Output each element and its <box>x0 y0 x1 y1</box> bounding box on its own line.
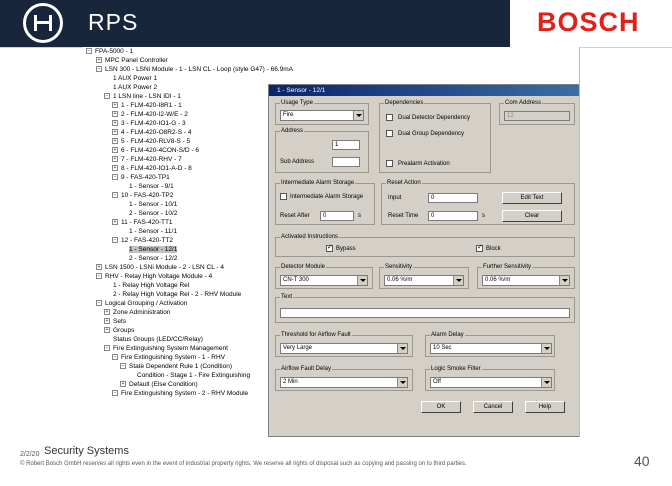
tree-item[interactable] <box>112 218 173 227</box>
expand-icon[interactable]: + <box>97 264 101 271</box>
tree-item-label: 6 - FLM-420-4CON-S/D - 6 <box>121 147 200 154</box>
tree-item-label: RHV - Relay High Voltage Module - 4 <box>105 273 213 280</box>
dialog-title: 1 - Sensor - 12/1 <box>269 85 579 96</box>
tree-item[interactable] <box>112 155 182 164</box>
collapse-icon[interactable]: − <box>87 48 91 55</box>
reset-action-group <box>381 180 575 225</box>
tree-item[interactable] <box>96 299 187 308</box>
tree-item-label: 10 - FAS-420-TP2 <box>121 192 174 199</box>
airflow-delay-select[interactable]: 2 Min <box>280 377 408 388</box>
dependencies-label: Dependencies <box>385 100 424 106</box>
expand-icon[interactable]: + <box>105 327 109 334</box>
page-number: 40 <box>634 453 650 469</box>
sub-address-input[interactable] <box>332 157 360 167</box>
collapse-icon[interactable]: − <box>113 174 117 181</box>
collapse-icon[interactable]: − <box>121 363 125 370</box>
tree-item-label: Status Groups (LED/CC/Relay) <box>113 336 203 343</box>
tree-item[interactable] <box>96 65 293 74</box>
tree-item[interactable] <box>120 380 198 389</box>
expand-icon[interactable]: + <box>97 57 101 64</box>
text-label: Text <box>281 294 293 300</box>
tree-item-label: Groups <box>113 327 135 334</box>
tree-item-label: Sets <box>113 318 127 325</box>
usage-type-group <box>275 100 369 125</box>
tree-item-label: 8 - FLM-420-IO1-A-D - 8 <box>121 165 192 172</box>
reset-after-label: Reset After <box>280 213 310 219</box>
tree-item[interactable] <box>120 254 177 263</box>
tree-item-label: Condition - Stage 1 - Fire Extinguishing <box>137 372 251 379</box>
tree-item[interactable] <box>104 92 181 101</box>
tree-item-label: 4 - FLM-420-O8R2-S - 4 <box>121 129 192 136</box>
reset-time-input[interactable]: 0 <box>428 211 478 221</box>
chevron-down-icon <box>559 276 569 285</box>
tree-item[interactable] <box>112 191 173 200</box>
tree-item[interactable] <box>86 47 133 56</box>
tree-item-label: 1 AUX Power 1 <box>113 75 158 82</box>
threshold-group <box>275 332 413 357</box>
tree-item-label: 11 - FAS-420-TT1 <box>121 219 173 226</box>
prealarm-checkbox[interactable] <box>386 160 393 167</box>
tree-item-label: 1 - Sensor - 12/1 <box>129 246 178 253</box>
reset-time-unit: s <box>482 213 485 219</box>
tree-item[interactable] <box>104 335 203 344</box>
tree-item-label: 2 - Sensor - 10/2 <box>129 210 178 217</box>
tree-item-label: State Dependent Rule 1 (Condition) <box>129 363 232 370</box>
usage-type-select[interactable]: Fire <box>280 110 364 121</box>
bosch-armature-logo-icon <box>23 3 63 43</box>
tree-item[interactable] <box>112 128 191 137</box>
tree-item-label: 3 - FLM-420-IO1-G - 3 <box>121 120 186 127</box>
intermediate-alarm-group <box>275 180 375 225</box>
tree-item[interactable] <box>104 317 126 326</box>
intermediate-alarm-label: Intermediate Alarm Storage <box>281 180 355 186</box>
tree-item[interactable] <box>112 353 225 362</box>
tree-item-label: 1 LSN line - LSN IDI - 1 <box>113 93 181 100</box>
activated-instructions-group <box>275 234 575 257</box>
tree-item-label: Fire Extinguishing System - 1 - RHV <box>121 354 226 361</box>
tree-item-label: MPC Panel Controller <box>105 57 168 64</box>
chevron-down-icon <box>397 344 407 353</box>
expand-icon[interactable]: + <box>113 138 117 145</box>
tree-item-label: 2 - Sensor - 12/2 <box>129 255 178 262</box>
chevron-down-icon <box>357 276 367 285</box>
tree-item[interactable] <box>96 272 212 281</box>
collapse-icon[interactable]: − <box>105 345 109 352</box>
address-group <box>275 128 369 173</box>
collapse-icon[interactable]: − <box>113 192 117 199</box>
tree-item[interactable] <box>112 146 199 155</box>
tree-item-label: 1 AUX Power 2 <box>113 84 158 91</box>
tree-item[interactable] <box>96 56 168 65</box>
collapse-icon[interactable]: − <box>97 300 101 307</box>
chevron-down-icon <box>397 378 407 387</box>
tree-item-label: 1 - Sensor - 11/1 <box>129 228 177 235</box>
tree-item[interactable] <box>120 209 177 218</box>
collapse-icon[interactable]: − <box>113 237 117 244</box>
tree-item[interactable] <box>104 281 189 290</box>
tree-item-label: 2 - Relay High Voltage Rel - 2 - RHV Module <box>113 291 242 298</box>
address-input[interactable]: 1 <box>332 140 360 150</box>
tree-item[interactable] <box>104 83 157 92</box>
usage-type-label: Usage Type <box>281 100 313 106</box>
reset-input-label: Input <box>388 195 402 201</box>
detector-module-select[interactable]: CN-T 300 <box>280 275 368 286</box>
expand-icon[interactable]: + <box>113 156 117 163</box>
address-label: Address <box>281 128 304 134</box>
intermediate-alarm-checkbox[interactable] <box>280 193 287 200</box>
alarm-delay-select[interactable]: 10 Sec <box>430 343 552 354</box>
bosch-wordmark-logo: BOSCH <box>537 7 640 37</box>
tree-item-label: Fire Extinguishing System Management <box>113 345 228 352</box>
cancel-button[interactable]: Cancel <box>473 401 513 413</box>
intermediate-alarm-check-label: Intermediate Alarm Storage <box>290 194 364 200</box>
further-sensitivity-select[interactable]: 0.06 %/m <box>482 275 570 286</box>
com-address-group <box>499 100 575 125</box>
tree-item[interactable] <box>112 389 248 398</box>
further-sensitivity-label: Further Sensitivity <box>483 264 532 270</box>
footer-copyright: © Robert Bosch GmbH reserves all rights even in the event of industrial property rights. We reserve all rights of disposal such as copying and passing on to third parties. <box>20 461 467 467</box>
text-group <box>275 294 575 323</box>
expand-icon[interactable]: + <box>113 111 117 118</box>
chevron-down-icon <box>541 344 551 353</box>
sensitivity-group <box>379 264 469 289</box>
airflow-delay-label: Airflow Fault Delay <box>281 366 332 372</box>
tree-item[interactable] <box>104 290 241 299</box>
activated-instructions-label: Activated Instructions <box>281 234 339 240</box>
ok-button[interactable]: OK <box>421 401 461 413</box>
footer-title: Security Systems <box>44 445 129 457</box>
expand-icon[interactable]: + <box>113 219 117 226</box>
expand-icon[interactable]: + <box>113 102 117 109</box>
tree-item-label: 1 - Sensor - 10/1 <box>129 201 178 208</box>
tree-item-label: 1 - Relay High Voltage Rel <box>113 282 190 289</box>
tree-item[interactable] <box>128 371 250 380</box>
logic-filter-group <box>425 366 555 391</box>
tree-item[interactable] <box>120 182 174 191</box>
com-address-input[interactable]: 12 <box>504 111 570 121</box>
prealarm-label: Prealarm Activation <box>398 161 450 167</box>
sub-address-label: Sub Address <box>280 159 315 165</box>
tree-item[interactable] <box>120 227 177 236</box>
edit-text-button[interactable]: Edit Text <box>502 192 562 204</box>
tree-item[interactable] <box>104 308 170 317</box>
help-button[interactable]: Help <box>525 401 565 413</box>
expand-icon[interactable]: + <box>121 381 125 388</box>
collapse-icon[interactable]: − <box>113 354 117 361</box>
threshold-select[interactable]: Very Large <box>280 343 408 354</box>
collapse-icon[interactable]: − <box>113 390 117 397</box>
tree-item-label: 2 - FLM-420-I2-W/E - 2 <box>121 111 188 118</box>
tree-item[interactable] <box>112 236 173 245</box>
alarm-delay-group <box>425 332 555 357</box>
tree-item-label: 7 - FLM-420-RHV - 7 <box>121 156 182 163</box>
collapse-icon[interactable]: − <box>97 66 101 73</box>
dual-detector-label: Dual Detector Dependency <box>398 115 471 121</box>
bypass-label: Bypass <box>336 246 356 252</box>
sensitivity-select[interactable]: 0.06 %/m <box>384 275 464 286</box>
tree-item-label: 5 - FLM-420-RLV8-S - 5 <box>121 138 191 145</box>
dual-group-checkbox[interactable] <box>386 130 393 137</box>
reset-after-unit: s <box>358 213 361 219</box>
expand-icon[interactable]: + <box>113 165 117 172</box>
expand-icon[interactable]: + <box>113 129 117 136</box>
dependencies-group <box>379 100 491 173</box>
collapse-icon[interactable]: − <box>105 93 109 100</box>
tree-item-label: FPA-5000 - 1 <box>95 48 134 55</box>
reset-time-label: Reset Time <box>388 213 419 219</box>
tree-item-label: Fire Extinguishing System - 2 - RHV Module <box>121 390 249 397</box>
airflow-delay-group <box>275 366 413 391</box>
tree-item-label: Zone Administration <box>113 309 171 316</box>
threshold-label: Threshold for Airflow Fault <box>281 332 351 338</box>
expand-icon[interactable]: + <box>105 309 109 316</box>
tree-item[interactable] <box>104 344 228 353</box>
dual-detector-checkbox[interactable] <box>386 114 393 121</box>
expand-icon[interactable]: + <box>113 147 117 154</box>
dual-group-label: Dual Group Dependency <box>398 131 465 137</box>
com-address-label: Com Address <box>505 100 542 106</box>
tree-item[interactable] <box>112 137 190 146</box>
tree-item-label: LSN 300 - LSNi Module - 1 - LSN CL - Loop (style G47) - 66.9mA <box>105 66 293 73</box>
reset-action-label: Reset Action <box>387 180 421 186</box>
clear-button[interactable]: Clear <box>502 210 562 222</box>
expand-icon[interactable]: + <box>105 318 109 325</box>
footer-date: 2/2/20 <box>20 451 40 458</box>
detector-module-group <box>275 264 373 289</box>
tree-item[interactable] <box>112 101 182 110</box>
collapse-icon[interactable]: − <box>97 273 101 280</box>
slide-header <box>0 0 510 47</box>
reset-after-input[interactable]: 0 <box>320 211 354 221</box>
tree-item[interactable] <box>112 110 188 119</box>
slide-title: RPS <box>88 9 139 35</box>
tree-item[interactable] <box>104 74 157 83</box>
chevron-down-icon <box>353 111 363 120</box>
text-input[interactable] <box>280 308 570 318</box>
block-label: Block <box>486 246 501 252</box>
tree-item[interactable] <box>112 119 186 128</box>
tree-item[interactable] <box>120 200 177 209</box>
bypass-checkbox[interactable] <box>326 245 333 252</box>
reset-input-field[interactable]: 0 <box>428 193 478 203</box>
tree-item-label: 1 - Sensor - 9/1 <box>129 183 174 190</box>
sensor-properties-dialog <box>268 84 580 437</box>
chevron-down-icon <box>541 378 551 387</box>
tree-item-label: 1 - FLM-420-I8R1 - 1 <box>121 102 182 109</box>
chevron-down-icon <box>453 276 463 285</box>
tree-item[interactable] <box>104 326 134 335</box>
block-checkbox[interactable] <box>476 245 483 252</box>
logic-filter-select[interactable]: Off <box>430 377 552 388</box>
alarm-delay-label: Alarm Delay <box>431 332 464 338</box>
tree-item-label: Default (Else Condition) <box>129 381 198 388</box>
tree-item-label: 9 - FAS-420-TP1 <box>121 174 170 181</box>
logic-filter-label: Logic Smoke Filter <box>431 366 481 372</box>
sensitivity-label: Sensitivity <box>385 264 413 270</box>
rps-application-screenshot <box>82 47 580 437</box>
tree-item[interactable] <box>112 164 192 173</box>
tree-item-label: LSN 1500 - LSNi Module - 2 - LSN CL - 4 <box>105 264 224 271</box>
expand-icon[interactable]: + <box>113 120 117 127</box>
tree-item[interactable] <box>96 263 224 272</box>
tree-item[interactable] <box>120 245 177 254</box>
tree-item-label: 12 - FAS-420-TT2 <box>121 237 174 244</box>
tree-item-label: Logical Grouping / Activation <box>105 300 188 307</box>
tree-item[interactable] <box>112 173 170 182</box>
detector-module-label: Detector Module <box>281 264 326 270</box>
tree-item[interactable] <box>120 362 232 371</box>
further-sensitivity-group <box>477 264 575 289</box>
